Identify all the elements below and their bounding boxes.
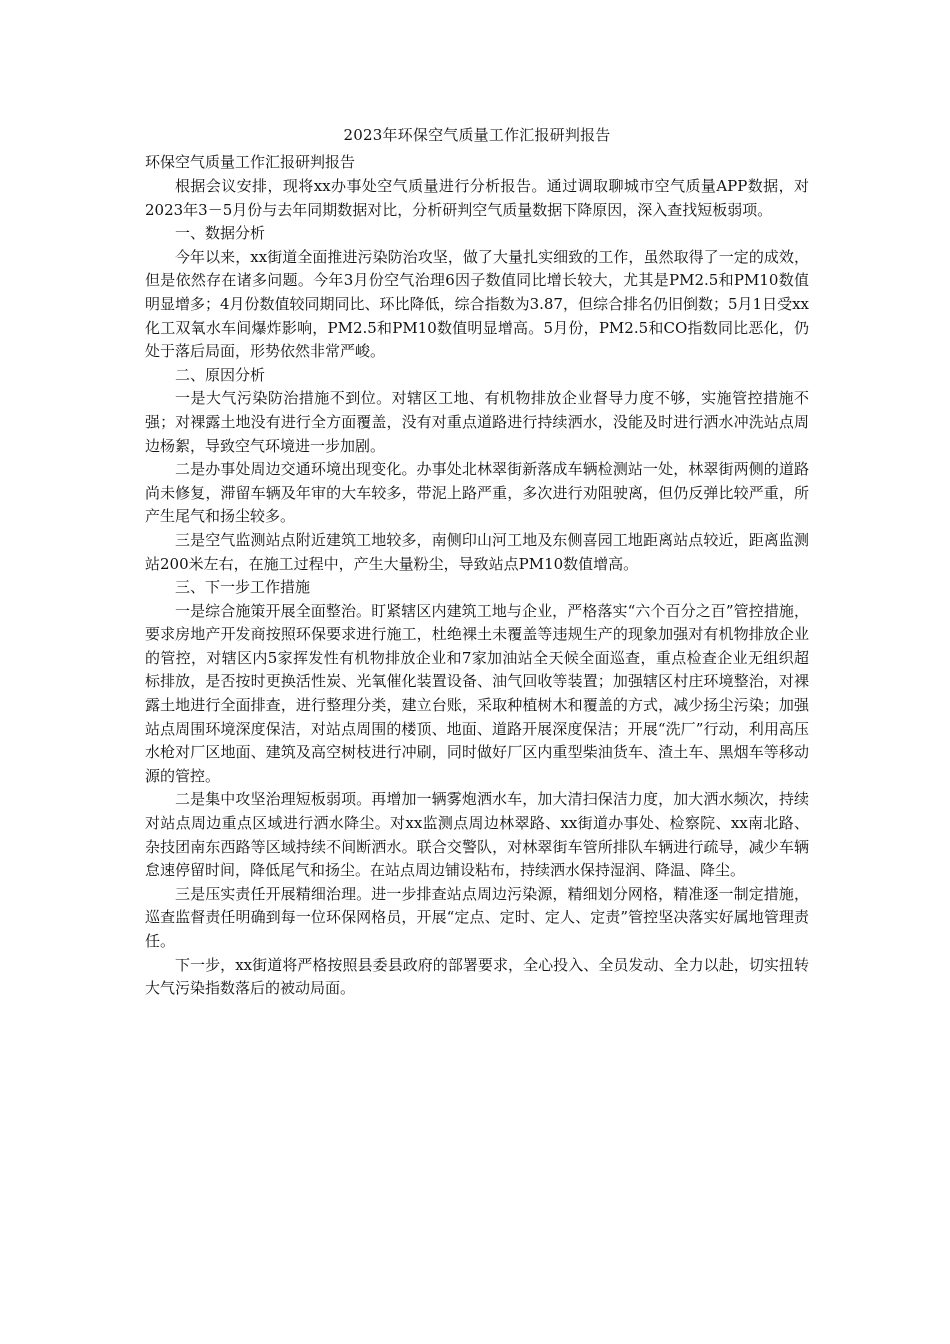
section-heading-cause-analysis: 二、原因分析	[175, 365, 266, 384]
measure-paragraph-1: 一是综合施策开展全面整治。盯紧辖区内建筑工地与企业，严格落实“六个百分之百”管控措施，要求房地产开发商按照环保要求进行施工，杜绝裸土未覆盖等违规生产的现象加强对有机物排放企业的管控，对辖区内5家挥发性有机物排放企业和7家加油站全天候全面巡查，重点检查企业无组织超标排放，是否按时更换活性炭、光氧催化装置设备、油气回收等装置；加强辖区村庄环境整治，对裸露土地进行全面排查，进行整理分类，建立台账，采取种植树木和覆盖的方式，减少扬尘污染；加强站点周围环境深度保洁，对站点周围的楼顶、地面、道路开展深度保洁；开展“洗厂”行动，利用高压水枪对厂区地面、建筑及高空树枝进行冲刷，同时做好厂区内重型柴油货车、渣土车、黑烟车等移动源的管控。	[145, 601, 809, 785]
intro-paragraph: 根据会议安排，现将xx办事处空气质量进行分析报告。通过调取聊城市空气质量APP数据，对2023年3－5月份与去年同期数据对比，分析研判空气质量数据下降原因，深入查找短板弱项。	[145, 177, 809, 219]
section-heading-next-steps: 三、下一步工作措施	[175, 578, 311, 597]
cause-paragraph-3: 三是空气监测站点附近建筑工地较多，南侧印山河工地及东侧喜园工地距离站点较近，距离监测站200米左右，在施工过程中，产生大量粉尘，导致站点PM10数值增高。	[145, 530, 809, 573]
cause-paragraph-1: 一是大气污染防治措施不到位。对辖区工地、有机物排放企业督导力度不够，实施管控措施不强；对裸露土地没有进行全方面覆盖，没有对重点道路进行持续洒水，没能及时进行洒水冲洗站点周边杨絮，导致空气环境进一步加剧。	[145, 389, 809, 455]
document-title: 2023年环保空气质量工作汇报研判报告	[343, 126, 611, 144]
closing-paragraph: 下一步，xx街道将严格按照县委县政府的部署要求，全心投入、全员发动、全力以赴，切实扭转大气污染指数落后的被动局面。	[145, 955, 809, 998]
measure-paragraph-2: 二是集中攻坚治理短板弱项。再增加一辆雾炮洒水车，加大清扫保洁力度，加大洒水频次，持续对站点周边重点区域进行洒水降尘。对xx监测点周边林翠路、xx街道办事处、检察院、xx南北路、杂技团南东西路等区域持续不间断洒水。联合交警队，对林翠街车管所排队车辆进行疏导，减少车辆怠速停留时间，降低尾气和扬尘。在站点周边铺设粘布，持续洒水保持湿润、降温、降尘。	[145, 790, 809, 880]
measure-paragraph-3: 三是压实责任开展精细治理。进一步排查站点周边污染源，精细划分网格，精准逐一制定措施，巡查监督责任明确到每一位环保网格员，开展“定点、定时、定人、定责”管控坚决落实好属地管理责任。	[145, 884, 809, 950]
data-analysis-paragraph: 今年以来，xx街道全面推进污染防治攻坚，做了大量扎实细致的工作，虽然取得了一定的成效，但是依然存在诸多问题。今年3月份空气治理6因子数值同比增长较大，尤其是PM2.5和PM10数值明显增多；4月份数值较同期同比、环比降低，综合指数为3.87，但综合排名仍旧倒数；5月1日受xx化工双氧水车间爆炸影响，PM2.5和PM10数值明显增高。5月份，PM2.5和CO指数同比恶化，仍处于落后局面，形势依然非常严峻。	[145, 247, 809, 361]
section-heading-data-analysis: 一、数据分析	[175, 224, 266, 243]
cause-paragraph-2: 二是办事处周边交通环境出现变化。办事处北林翠街新落成车辆检测站一处，林翠街两侧的道路尚未修复，滞留车辆及年审的大车较多，带泥上路严重，多次进行劝阻驶离，但仍反弹比较严重，所产生尾气和扬尘较多。	[145, 460, 809, 526]
document-page	[145, 125, 809, 1001]
document-subtitle: 环保空气质量工作汇报研判报告	[145, 153, 356, 171]
